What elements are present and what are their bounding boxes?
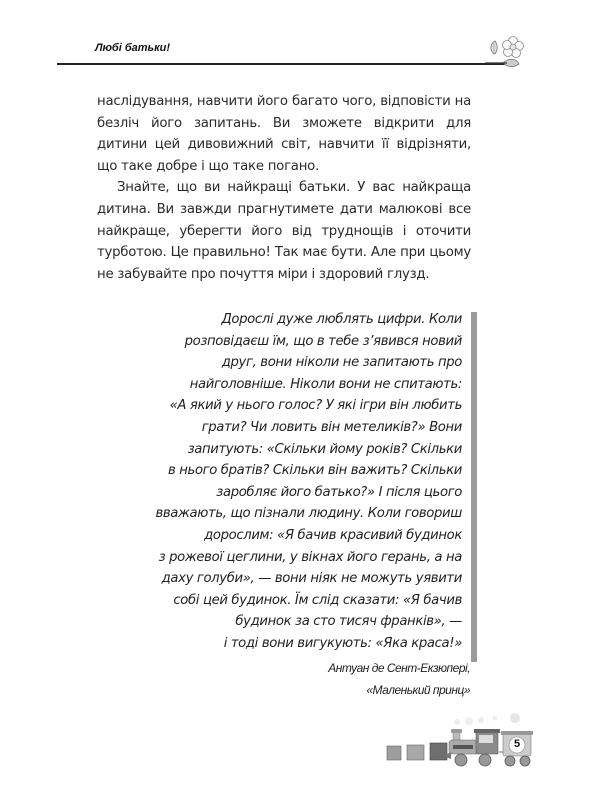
flower-icon [485,35,530,75]
running-header-title: Любі батьки! [95,42,171,54]
quote-line: вважають, що пізнали людину. Коли говориш [155,506,462,522]
quote-line: друг, вони ніколи не запитають про [221,355,462,371]
quote-line: і тоді вони вигукують: «Яка краса!» [223,635,462,651]
quote-line: дорослим: «Я бачив красивий будинок [204,527,462,543]
quote-line: найголовніше. Ніколи вони не спитають: [189,376,462,392]
quote-line: заробляє його батько?» І після цього [216,484,462,500]
epigraph-quote [120,309,462,655]
quote-line: розповідаєш їм, що в тебе з’явився новий [184,333,462,349]
quote-attribution [328,657,470,701]
quote-line: будинок за сто тисяч франків», — [235,614,462,630]
quote-line: даху голуби», — вони ніяк не можуть уявити [161,571,462,587]
paragraph: наслідування, навчити його багато чого, відповісти на безліч його запитань. Ви зможете відкрити для дитини цей дивовижний світ, навчити її відрізняти, що таке добре і що таке погано. [97,94,471,174]
quote-line: Дорослі дуже люблять цифри. Коли [221,312,462,327]
quote-line: запитують: «Скільки йому років? Скільки [187,441,462,457]
quote-line: грати? Чи ловить він метеликів?» Вони [201,419,462,435]
body-text [97,91,471,285]
quote-line: в нього братів? Скільки він важить? Скільки [167,463,462,479]
attribution-author: Антуан де Сент-Екзюпері, [328,661,470,675]
page-number: 5 [513,738,521,750]
header-divider [57,63,509,65]
paragraph: Знайте, що ви найкращі батьки. У вас найкраща дитина. Ви завжди прагнутимете дати малюкові все найкраще, уберегти його від труднощів і оточити турботою. Це правильно! Так має бути. Але при цьому не забувайте про почуття міри і здоровий глузд. [97,180,471,282]
attribution-work: «Маленький принц» [366,683,470,697]
quote-line: з рожевої цеглини, у вікнах його герань, а на [158,549,462,565]
quote-line: «А який у нього голос? У які ігри він любить [169,398,462,414]
quote-side-bar [471,312,477,662]
quote-line: собі цей будинок. Їм слід сказати: «Я бачив [173,592,462,608]
